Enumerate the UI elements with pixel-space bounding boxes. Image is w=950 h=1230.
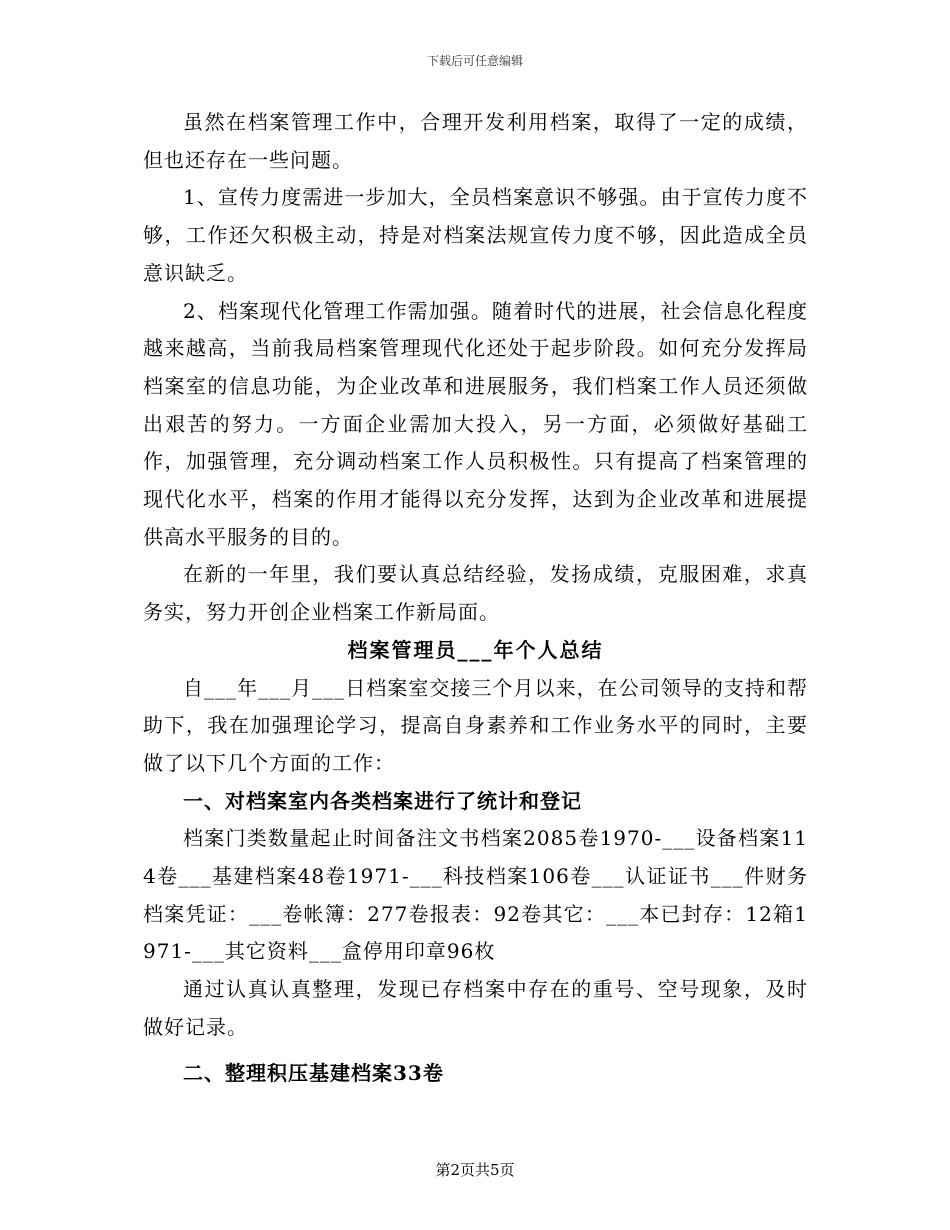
document-body — [143, 104, 808, 1092]
page-number: 第2页共5页 — [435, 1161, 515, 1179]
document-title: 档案管理员___年个人总结 — [347, 637, 604, 662]
paragraph-records: 通过认真认真整理，发现已存档案中存在的重号、空号现象，及时做好记录。 — [143, 977, 808, 1039]
page-header-note: 下载后可任意编辑 — [426, 54, 523, 68]
paragraph-publicity: 1、宣传力度需进一步加大，全员档案意识不够强。由于宣传力度不够，工作还欠积极主动，持是对档案法规宣传力度不够，因此造成全员意识缺乏。 — [143, 185, 808, 285]
paragraph-handover: 自___年___月___日档案室交接三个月以来，在公司领导的支持和帮助下，我在加强理论学习，提高自身素养和工作业务水平的同时，主要做了以下几个方面的工作： — [143, 675, 808, 775]
paragraph-new-year: 在新的一年里，我们要认真总结经验，发扬成绩，克服困难，求真务实，努力开创企业档案工作新局面。 — [143, 562, 808, 625]
section-heading-1: 一、对档案室内各类档案进行了统计和登记 — [183, 788, 582, 813]
paragraph-problems-intro: 虽然在档案管理工作中，合理开发利用档案，取得了一定的成绩，但也还存在一些问题。 — [143, 110, 808, 172]
paragraph-modernization: 2、档案现代化管理工作需加强。随着时代的进展，社会信息化程度越来越高，当前我局档案管理现代化还处于起步阶段。如何充分发挥局档案室的信息功能，为企业改革和进展服务，我们档案工作人员还须做出艰苦的努力。一方面企业需加大投入，另一方面，必须做好基础工作，加强管理，充分调动档案工作人员积极性。只有提高了档案管理的现代化水平，档案的作用才能得以充分发挥，达到为企业改革和进展提供高水平服务的目的。 — [143, 298, 808, 549]
section-heading-2: 二、整理积压基建档案33卷 — [183, 1060, 444, 1085]
paragraph-archive-stats: 档案门类数量起止时间备注文书档案2085卷1970-___设备档案114卷___基建档案48卷1971-___科技档案106卷___认证证书___件财务档案凭证：___卷帐簿：277卷报表：92卷其它：___本已封存：12箱1971-___其它资料___盒停用印章96枚 — [143, 826, 808, 964]
